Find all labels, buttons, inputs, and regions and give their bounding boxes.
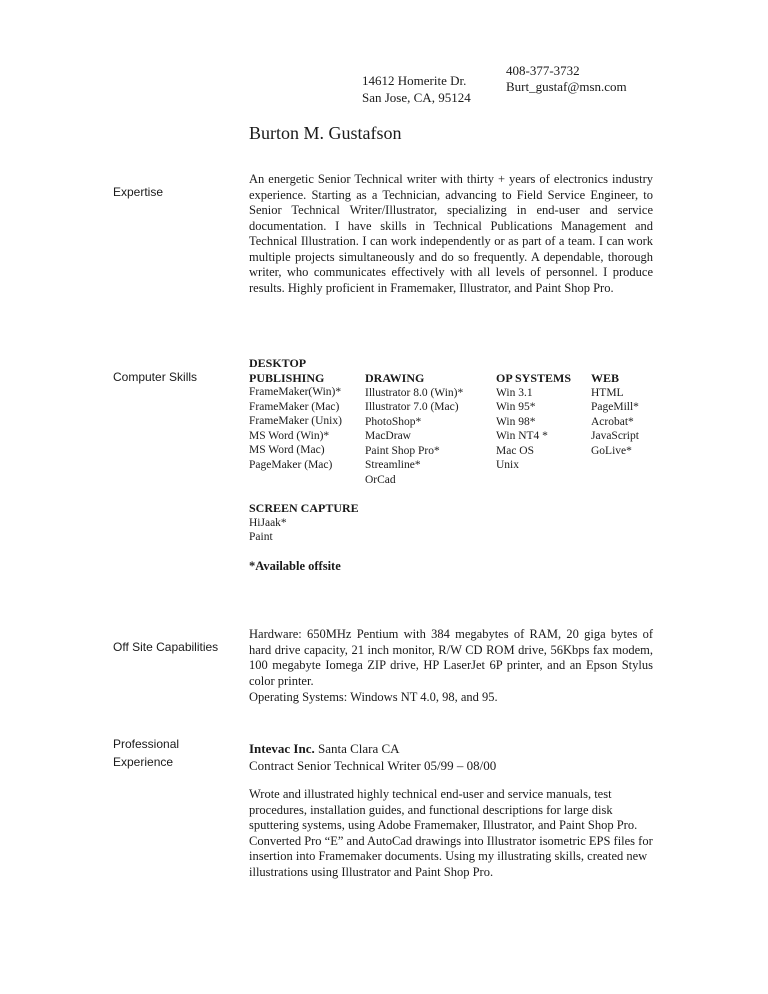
desktop-publishing-column (249, 356, 342, 472)
job-location: Santa Clara CA (314, 741, 400, 756)
available-offsite-note: *Available offsite (249, 559, 341, 573)
list-item: Acrobat* (591, 415, 634, 428)
address-block (362, 72, 471, 106)
email-address: Burt_gustaf@msn.com (506, 79, 627, 94)
list-item: MacDraw (365, 430, 411, 442)
job-description-paragraph: Wrote and illustrated highly technical end-user and service manuals, test procedures, installation guides, and functional descriptions for large disk sputtering systems, using Adobe Framemaker, Illustrator, and Paint Shop Pro. Converted Pro “E” and AutoCad drawings into Illustrator isometric EPS files for insertion into Framemaker documents. Using my illustrating skills, created new illustrations using Illustrator and Paint Shop Pro. (249, 787, 653, 879)
offsite-hardware-paragraph: Hardware: 650MHz Pentium with 384 megabytes of RAM, 20 giga bytes of hard drive capacity, 21 inch monitor, R/W CD ROM drive, 56Kbps fax modem, 100 megabyte Iomega ZIP drive, HP LaserJet 6P printer, and an Epson Stylus color printer. (249, 627, 653, 688)
list-item: PageMill* (591, 401, 639, 413)
list-item: Win NT4 * (496, 430, 548, 442)
list-item: Illustrator 8.0 (Win)* (365, 386, 464, 399)
list-item: Streamline* (365, 459, 421, 471)
experience-label-line-2: Experience (113, 755, 174, 769)
job-company-line (249, 740, 496, 757)
list-item: FrameMaker(Win)* (249, 386, 342, 398)
offsite-os-line: Operating Systems: Windows NT 4.0, 98, and 95. (249, 690, 498, 704)
list-item: Unix (496, 459, 519, 471)
list-item: PageMaker (Mac) (249, 458, 333, 471)
list-item: MS Word (Mac) (249, 444, 325, 456)
contact-block (506, 63, 627, 95)
list-item: Paint Shop Pro* (365, 444, 440, 457)
computer-skills-table (249, 356, 669, 496)
job-header (249, 740, 496, 774)
screen-capture-block (249, 501, 359, 545)
list-item: FrameMaker (Mac) (249, 400, 340, 413)
web-heading: WEB (591, 371, 620, 385)
section-label-computer-skills: Computer Skills (113, 370, 198, 384)
job-company: Intevac Inc. (249, 741, 315, 756)
section-label-experience (113, 735, 179, 771)
op-systems-column (496, 371, 571, 473)
list-item: Win 95* (496, 401, 536, 413)
publishing-heading: PUBLISHING (249, 370, 325, 385)
list-item: MS Word (Win)* (249, 429, 330, 442)
list-item: PhotoShop* (365, 415, 422, 428)
list-item: JavaScript (591, 430, 639, 442)
drawing-heading: DRAWING (365, 371, 425, 385)
web-column (591, 371, 639, 458)
phone-number: 408-377-3732 (506, 63, 580, 78)
list-item: Illustrator 7.0 (Mac) (365, 401, 459, 413)
address-line-2: San Jose, CA, 95124 (362, 90, 471, 105)
job-title: Contract Senior Technical Writer 05/99 – 08/00 (249, 758, 497, 773)
address-line-1: 14612 Homerite Dr. (362, 73, 467, 88)
list-item: HiJaak* (249, 516, 287, 529)
list-item: HTML (591, 386, 624, 399)
experience-label-line-1: Professional (113, 737, 180, 751)
list-item: Win 3.1 (496, 386, 533, 399)
op-systems-heading: OP SYSTEMS (496, 371, 572, 385)
expertise-paragraph: An energetic Senior Technical writer with thirty + years of electronics industry experience. Starting as a Technician, advancing to Field Service Engineer, to Senior Technical Writer/Illustrator, specializing in end-user and service documentation. I have skills in Technical Publications Management and Technical Illustration. I can work independently or as part of a team. I can work multiple projects simultaneously and do so frequently. A dependable, thorough writer, who communicates effectively with all levels of personnel. I produce results. Highly proficient in Framemaker, Illustrator, and Paint Shop Pro. (249, 172, 653, 295)
section-label-expertise: Expertise (113, 185, 164, 199)
list-item: FrameMaker (Unix) (249, 415, 342, 427)
list-item: OrCad (365, 473, 396, 486)
section-label-offsite: Off Site Capabilities (113, 640, 219, 654)
screen-capture-heading: SCREEN CAPTURE (249, 501, 359, 515)
drawing-column (365, 371, 463, 487)
list-item: Win 98* (496, 415, 536, 428)
list-item: Paint (249, 531, 273, 543)
desktop-heading: DESKTOP (249, 356, 307, 370)
list-item: Mac OS (496, 444, 535, 457)
list-item: GoLive* (591, 444, 632, 457)
resume-name: Burton M. Gustafson (249, 123, 402, 143)
